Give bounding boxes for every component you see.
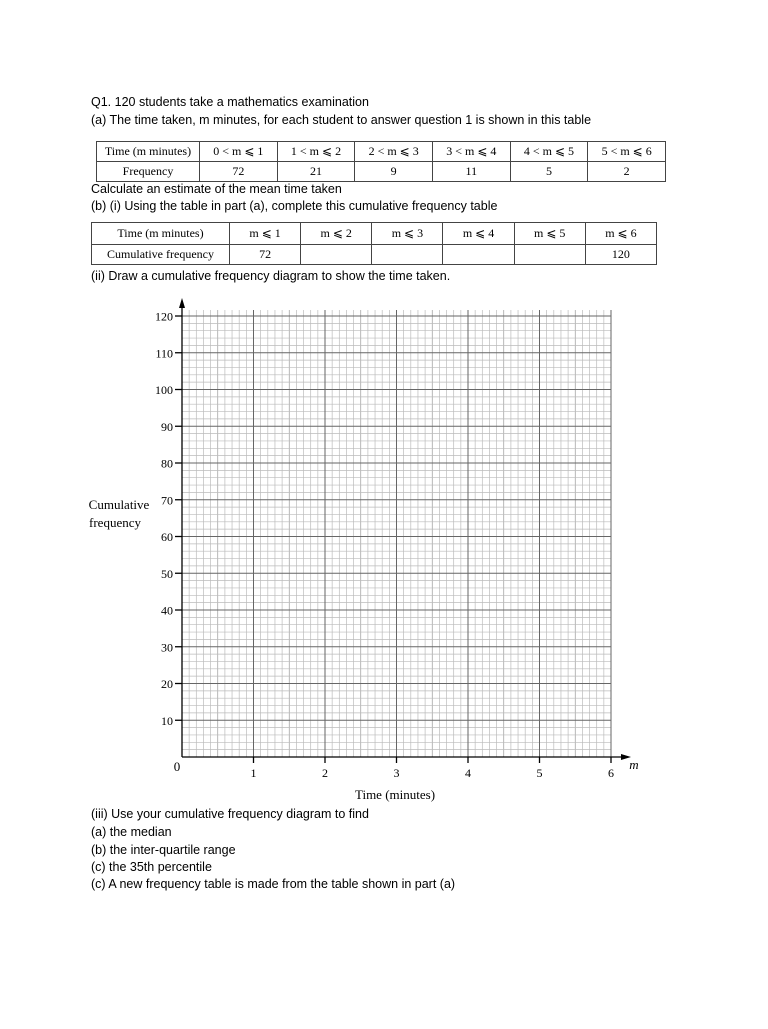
frequency-cell: 11 <box>432 162 510 182</box>
x-tick-label: 1 <box>250 766 257 780</box>
cumulative-header-cell: m ⩽ 6 <box>585 223 656 245</box>
iii-c-text: (c) the 35th percentile <box>91 860 212 874</box>
x-tick-label: 6 <box>608 766 614 780</box>
part-b-i-text: (b) (i) Using the table in part (a), complete this cumulative frequency table <box>91 199 498 213</box>
y-tick-label: 50 <box>161 566 173 581</box>
y-axis-label: Cumulative <box>88 497 150 512</box>
cumulative-header-cell: m ⩽ 2 <box>301 223 372 245</box>
frequency-cell: 21 <box>277 162 355 182</box>
y-tick-label: 110 <box>155 346 173 361</box>
x-tick-label: 2 <box>322 766 328 780</box>
part-b-iii-text: (iii) Use your cumulative frequency diagram to find <box>91 807 369 821</box>
y-tick-label: 80 <box>161 456 173 471</box>
interval-cell: 0 < m ⩽ 1 <box>200 142 278 162</box>
mean-prompt: Calculate an estimate of the mean time taken <box>91 182 342 196</box>
frequency-cell: 9 <box>355 162 433 182</box>
interval-cell: 5 < m ⩽ 6 <box>588 142 666 162</box>
x-tick-label: 5 <box>536 766 543 780</box>
iii-b-text: (b) the inter-quartile range <box>91 843 236 857</box>
cumulative-header-cell: m ⩽ 1 <box>230 223 301 245</box>
y-axis-arrow-icon <box>179 298 185 308</box>
part-a-text: (a) The time taken, m minutes, for each student to answer question 1 is shown in this table <box>91 113 592 127</box>
cumulative-label-cell: Cumulative frequency <box>92 245 230 265</box>
interval-cell: 4 < m ⩽ 5 <box>510 142 588 162</box>
x-tick-label: 4 <box>465 766 471 780</box>
y-tick-label: 30 <box>161 640 173 655</box>
interval-cell: 2 < m ⩽ 3 <box>355 142 433 162</box>
cumulative-value-cell[interactable]: 120 <box>585 245 656 265</box>
axis-ticks <box>155 310 614 781</box>
y-tick-label: 40 <box>161 603 173 618</box>
cumulative-header-cell: m ⩽ 4 <box>443 223 514 245</box>
question-title: Q1. 120 students take a mathematics examination <box>91 95 369 109</box>
part-c-text: (c) A new frequency table is made from the table shown in part (a) <box>91 877 456 891</box>
frequency-cell: 2 <box>588 162 666 182</box>
interval-cell: 3 < m ⩽ 4 <box>432 142 510 162</box>
y-axis-label: frequency <box>89 515 141 530</box>
y-tick-label: 10 <box>161 713 173 728</box>
origin-label: 0 <box>173 759 181 774</box>
cumulative-header-cell: m ⩽ 3 <box>372 223 443 245</box>
time-label-cell: Time (m minutes) <box>92 223 230 245</box>
y-tick-label: 70 <box>161 493 173 508</box>
interval-cell: 1 < m ⩽ 2 <box>277 142 355 162</box>
part-b-ii-text: (ii) Draw a cumulative frequency diagram to show the time taken. <box>91 269 451 283</box>
time-label-cell: Time (m minutes) <box>97 142 200 162</box>
x-axis-symbol: m <box>629 757 639 772</box>
y-tick-label: 60 <box>161 530 173 544</box>
iii-a-text: (a) the median <box>91 825 172 839</box>
y-tick-label: 90 <box>161 419 173 434</box>
cumulative-value-cell[interactable]: 72 <box>230 245 301 265</box>
frequency-cell: 72 <box>200 162 278 182</box>
frequency-cell: 5 <box>510 162 588 182</box>
x-tick-label: 3 <box>393 766 400 780</box>
y-tick-label: 120 <box>155 309 173 324</box>
cumulative-header-cell: m ⩽ 5 <box>514 223 585 245</box>
frequency-label-cell: Frequency <box>97 162 200 182</box>
y-tick-label: 100 <box>155 383 173 397</box>
y-tick-label: 20 <box>161 677 173 691</box>
x-axis-label: Time (minutes) <box>354 787 436 802</box>
